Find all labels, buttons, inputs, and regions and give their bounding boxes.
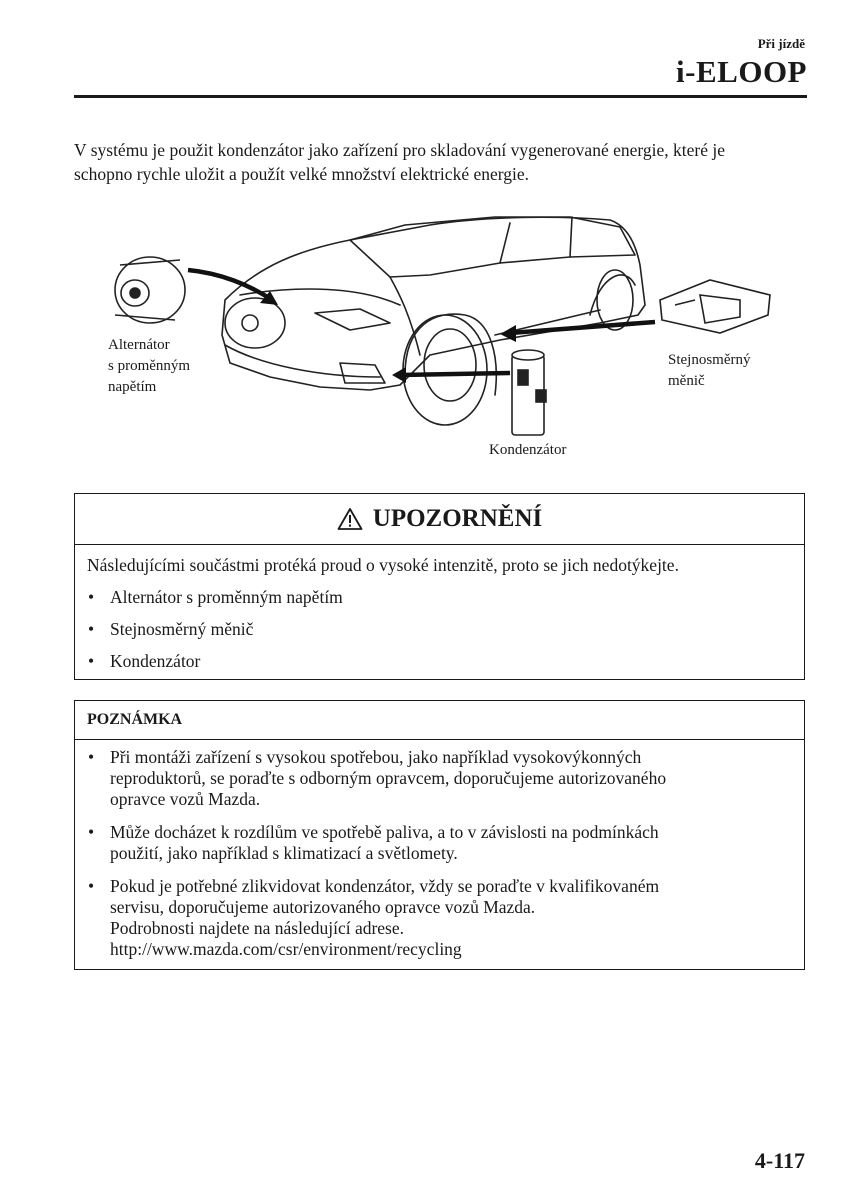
grille bbox=[225, 298, 285, 348]
note-box bbox=[74, 700, 805, 970]
caution-item: • Stejnosměrný měnič bbox=[87, 617, 792, 641]
car-illustration bbox=[100, 205, 780, 465]
headlight bbox=[315, 309, 390, 330]
note-item: • Může docházet k rozdílům ve spotřebě paliva, a to v závislosti na podmínkách použití, jako například s klimatizací a světlomety. bbox=[87, 822, 792, 864]
car-windows bbox=[350, 217, 635, 277]
section-label: Při jízdě bbox=[757, 36, 805, 51]
caution-header bbox=[75, 494, 804, 545]
capacitor-part bbox=[512, 350, 546, 435]
caution-item: • Alternátor s proměnným napětím bbox=[87, 585, 792, 609]
recycling-link[interactable]: http://www.mazda.com/csr/environment/recycling bbox=[110, 939, 462, 959]
caution-text: Následujícími součástmi protéká proud o vysoké intenzitě, proto se jich nedotýkejte. bbox=[87, 555, 679, 575]
note-header: POZNÁMKA bbox=[75, 701, 804, 740]
warning-triangle-icon bbox=[337, 507, 363, 531]
fog-light bbox=[340, 363, 385, 383]
note-item: • Při montáži zařízení s vysokou spotřebou, jako například vysokovýkonných reproduktorů, se poraďte s odborným opravcem, doporučujeme autorizovaného opravce vozů Mazda. bbox=[87, 747, 792, 810]
page-number: 4-117 bbox=[754, 1148, 805, 1173]
caution-title: UPOZORNĚNÍ bbox=[372, 505, 543, 532]
dc-converter-label: Stejnosměrný měnič bbox=[668, 352, 751, 389]
car-diagram bbox=[100, 205, 780, 465]
title-rule bbox=[74, 95, 807, 98]
capacitor-label: Kondenzátor bbox=[489, 442, 567, 458]
alternator-part bbox=[115, 257, 185, 323]
alternator-label: Alternátor s proměnným napětím bbox=[108, 337, 191, 395]
car-body-outline bbox=[222, 217, 645, 390]
dc-converter-part bbox=[660, 280, 770, 333]
caution-box bbox=[74, 493, 805, 680]
note-list bbox=[87, 747, 792, 960]
page-title: i-ELOOP bbox=[676, 54, 807, 89]
caution-list bbox=[87, 585, 792, 673]
note-item: • Pokud je potřebné zlikvidovat kondenzátor, vždy se poraďte v kvalifikovaném servisu, doporučujeme autorizovaného opravce vozů Mazda. Podrobnosti najdete na následující adrese. http://www.mazda.com/csr/environment/recycling bbox=[87, 876, 792, 960]
intro-paragraph: V systému je použit kondenzátor jako zařízení pro skladování vygenerované energie, které je schopno rychle uložit a použít velké množství elektrické energie. bbox=[74, 140, 725, 184]
caution-item: • Kondenzátor bbox=[87, 649, 792, 673]
rear-wheel bbox=[597, 270, 633, 330]
